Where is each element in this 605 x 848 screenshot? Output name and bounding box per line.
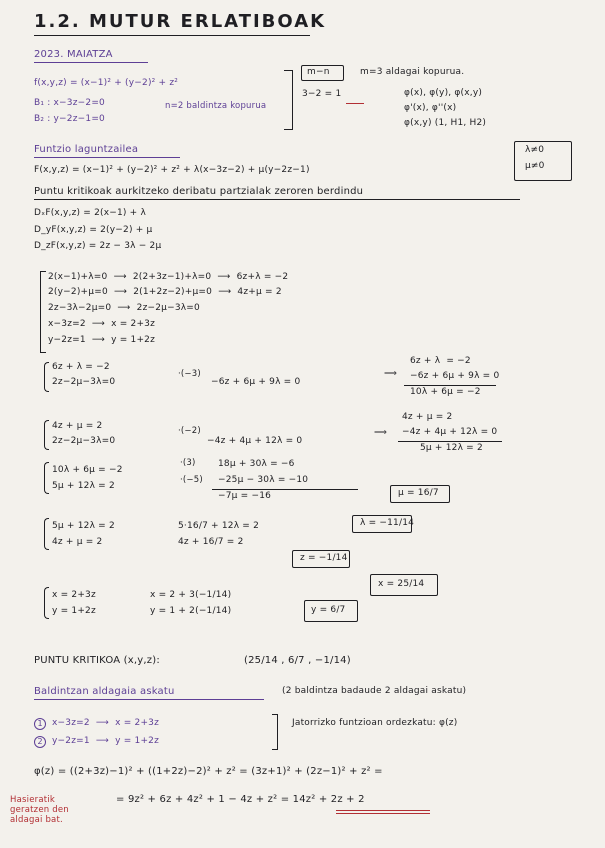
system-b-eq2: 2z−2μ−3λ=0: [52, 436, 116, 446]
z-result: z = −1/14: [300, 553, 348, 563]
system-b-implies: ⟹: [374, 428, 388, 438]
example-heading: 2023. MAIATZA: [34, 49, 113, 60]
side-note: Hasieratik geratzen den aldagai bat.: [10, 795, 69, 825]
system-c-eq1: 10λ + 6μ = −2: [52, 465, 123, 475]
example-brace: [284, 70, 293, 130]
phi-result-underline-2: [336, 813, 430, 814]
phi-expansion-1: φ(z) = ((2+3z)−1)² + ((1+2z)−2)² + z² = (3z+1)² + (2z−1)² + z² =: [34, 766, 383, 777]
system-a-implies: ⟹: [384, 369, 398, 379]
substitution-heading-underline: [34, 699, 264, 700]
m-n-underline: [346, 103, 364, 104]
substitution-heading: Baldintzan aldagaia askatu: [34, 686, 175, 697]
substitution-brace: [272, 714, 278, 750]
partial-z: D_zF(x,y,z) = 2z − 3λ − 2μ: [34, 241, 162, 251]
partial-y: D_yF(x,y,z) = 2(y−2) + μ: [34, 225, 153, 235]
system-e-eq1: x = 2+3z: [52, 590, 96, 600]
system-d-eq1: 5μ + 12λ = 2: [52, 521, 115, 531]
substitution-heading-note: (2 baldintza badaude 2 aldagai askatu): [282, 686, 467, 696]
system-c-eq2: 5μ + 12λ = 2: [52, 481, 115, 491]
lambda-condition: λ≠0: [525, 145, 545, 155]
system-a-result: 10λ + 6μ = −2: [410, 387, 481, 397]
system-d-operation-1: 5·16/7 + 12λ = 2: [178, 521, 260, 531]
critical-points-heading: Puntu kritikoak aurkitzeko deribatu partzialak zeroren berdindu: [34, 186, 364, 197]
lagrange-heading-underline: [34, 157, 180, 158]
phi-functions: φ(x), φ(y), φ(x,y): [404, 88, 483, 98]
variables-count-note: m=3 aldagai kopurua.: [360, 67, 465, 77]
phi-derivatives: φ'(x), φ''(x): [404, 103, 457, 113]
system-c-multiplier-1: ·(3): [180, 458, 196, 468]
system-c-result: −7μ = −16: [218, 491, 272, 501]
system-a-sum-line: [404, 385, 496, 386]
system-b-result: 5μ + 12λ = 2: [420, 443, 483, 453]
x-result: x = 25/14: [378, 579, 425, 589]
m-n-label: m−n: [307, 67, 330, 77]
system-line-4: x−3z=2 ⟶ x = 2+3z: [48, 319, 156, 329]
substitution-note: Jatorrizko funtzioan ordezkatu: φ(z): [292, 718, 458, 728]
system-e-operation-1: x = 2 + 3(−1/14): [150, 590, 232, 600]
system-line-2: 2(y−2)+μ=0 ⟶ 2(1+2z−2)+μ=0 ⟶ 4z+μ = 2: [48, 287, 282, 297]
system-b-row-1: 4z + μ = 2: [402, 412, 453, 422]
system-c-sum-line: [212, 489, 358, 490]
critical-points-heading-underline: [34, 199, 520, 200]
system-line-3: 2z−3λ−2μ=0 ⟶ 2z−2μ−3λ=0: [48, 303, 200, 313]
system-e-operation-2: y = 1 + 2(−1/14): [150, 606, 232, 616]
system-c-brace: [44, 462, 49, 494]
system-b-eq1: 4z + μ = 2: [52, 421, 103, 431]
system-line-1: 2(x−1)+λ=0 ⟶ 2(2+3z−1)+λ=0 ⟶ 6z+λ = −2: [48, 272, 289, 282]
constraint-note: n=2 baldintza kopurua: [165, 101, 267, 111]
system-d-operation-2: 4z + 16/7 = 2: [178, 537, 244, 547]
system-c-row-1: 18μ + 30λ = −6: [218, 459, 295, 469]
phi-expansion-2: = 9z² + 6z + 4z² + 1 − 4z + z² = 14z² + 2z + 2: [116, 794, 365, 805]
partial-x: DₓF(x,y,z) = 2(x−1) + λ: [34, 208, 147, 218]
title-underline: [34, 35, 310, 36]
system-line-5: y−2z=1 ⟶ y = 1+2z: [48, 335, 156, 345]
system-b-multiplier: ·(−2): [178, 426, 201, 436]
system-a-multiplier: ·(−3): [178, 369, 201, 379]
system-a-brace: [44, 362, 49, 392]
system-b-brace: [44, 420, 49, 450]
substitution-eq-2: y−2z=1 ⟶ y = 1+2z: [52, 736, 160, 746]
system-a-eq2: 2z−2μ−3λ=0: [52, 377, 116, 387]
substitution-eq-1: x−3z=2 ⟶ x = 2+3z: [52, 718, 160, 728]
critical-point-label: PUNTU KRITIKOA (x,y,z):: [34, 655, 160, 666]
system-b-operation: −4z + 4μ + 12λ = 0: [207, 436, 303, 446]
system-b-row-2: −4z + 4μ + 12λ = 0: [402, 427, 498, 437]
system-c-multiplier-2: ·(−5): [180, 475, 203, 485]
y-result: y = 6/7: [311, 605, 346, 615]
constraint-b2: B₂ : y−2z−1=0: [34, 114, 105, 124]
system-d-brace: [44, 518, 49, 550]
system-b-sum-line: [398, 441, 502, 442]
mu-result: μ = 16/7: [398, 488, 439, 498]
system-a-row-2: −6z + 6μ + 9λ = 0: [410, 371, 500, 381]
system-c-row-2: −25μ − 30λ = −10: [218, 475, 309, 485]
system-a-eq1: 6z + λ = −2: [52, 362, 110, 372]
system-e-brace: [44, 587, 49, 619]
phi-result-underline-1: [336, 810, 430, 811]
lambda-result: λ = −11/14: [360, 518, 415, 528]
system-a-row-1: 6z + λ = −2: [410, 356, 471, 366]
page-title: 1.2. MUTUR ERLATIBOAK: [34, 11, 327, 32]
system-d-eq2: 4z + μ = 2: [52, 537, 103, 547]
step-2-circle: 2: [34, 736, 46, 748]
lagrange-heading: Funtzio laguntzailea: [34, 144, 139, 155]
system-bracket: [40, 271, 46, 353]
m-n-calc: 3−2 = 1: [302, 89, 342, 99]
example-heading-underline: [34, 62, 148, 63]
constraint-b1: B₁ : x−3z−2=0: [34, 98, 105, 108]
lagrange-formula: F(x,y,z) = (x−1)² + (y−2)² + z² + λ(x−3z−2) + μ(y−2z−1): [34, 165, 310, 175]
step-1-circle: 1: [34, 718, 46, 730]
function-definition: f(x,y,z) = (x−1)² + (y−2)² + z²: [34, 78, 179, 88]
critical-point-value: (25/14 , 6/7 , −1/14): [244, 655, 351, 666]
phi-hessian: φ(x,y) (1, H1, H2): [404, 118, 487, 128]
system-a-operation: −6z + 6μ + 9λ = 0: [211, 377, 301, 387]
mu-condition: μ≠0: [525, 161, 545, 171]
system-e-eq2: y = 1+2z: [52, 606, 96, 616]
